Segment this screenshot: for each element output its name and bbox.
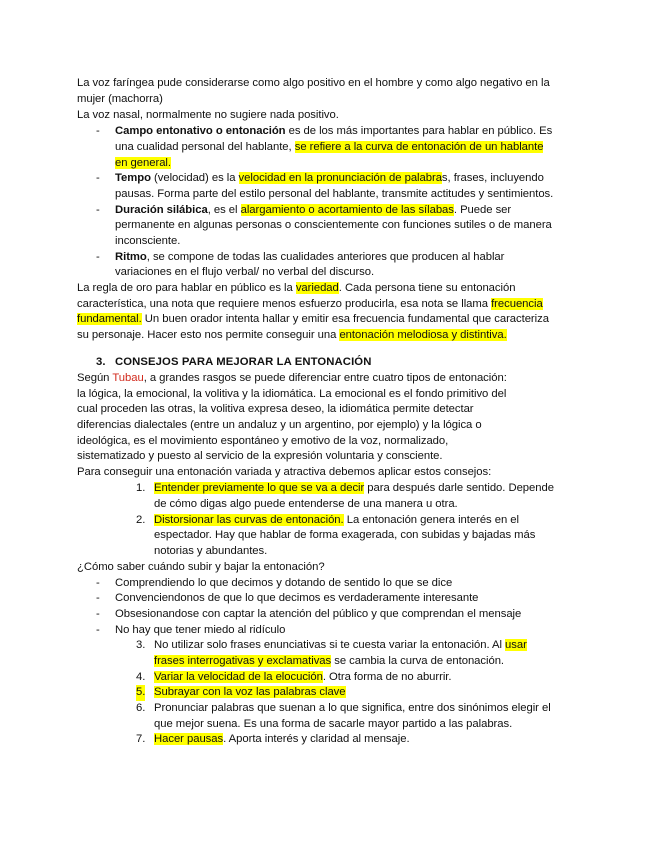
highlight: Entender previamente lo que se va a decir: [154, 482, 365, 494]
highlight: en general.: [115, 157, 171, 169]
text-line: una cualidad personal del hablante, se refiere a la curva de entonación de un hablante: [115, 141, 544, 153]
text-line: pausas. Forma parte del estilo personal del hablante, transmite actitudes y sentimientos.: [115, 188, 554, 200]
text-line: sistematizado y puesto al servicio de la expresión voluntaria y consciente.: [77, 450, 443, 462]
author-name: Tubau: [112, 372, 144, 384]
list-number: 5.: [136, 685, 145, 701]
list-item: Obsesionandose con captar la atención del público y que comprendan el mensaje: [115, 608, 522, 620]
text-line: Para conseguir una entonación variada y atractiva debemos aplicar estos consejos:: [77, 466, 492, 478]
list-item-tip-3: No utilizar solo frases enunciativas si te cuesta variar la entonación. Al usar: [154, 639, 527, 651]
text-line: diferencias dialectales (entre un andaluz y un argentino, por ejemplo) y la lógica o: [77, 419, 482, 431]
highlight: frecuencia: [491, 298, 543, 310]
list-number: 4.: [136, 671, 146, 683]
section-number: 3.: [96, 356, 106, 368]
text-line: que mejor suena. Es una forma de sacarle mayor partido a las palabras.: [154, 718, 513, 730]
list-number: 3.: [136, 639, 146, 651]
list-item-tip-7: Hacer pausas. Aporta interés y claridad al mensaje.: [154, 733, 410, 745]
list-number: 6.: [136, 702, 146, 714]
highlight: variedad: [295, 282, 339, 294]
text-line: notorias y abundantes.: [154, 545, 268, 557]
highlight: Distorsionar las curvas de entonación.: [154, 514, 344, 526]
list-item-tip-6: Pronunciar palabras que suenan a lo que significa, entre dos sinónimos elegir el: [154, 702, 551, 714]
highlight: Hacer pausas: [154, 733, 224, 745]
list-item-tip-1: Entender previamente lo que se va a decir para después darle sentido. Depende: [154, 482, 554, 494]
bullet-dash: -: [96, 172, 100, 184]
list-item-tip-4: Variar la velocidad de la elocución. Otra forma de no aburrir.: [154, 671, 452, 683]
bullet-dash: -: [96, 592, 100, 604]
text-line: variaciones en el flujo verbal/ no verbal del discurso.: [115, 266, 375, 278]
highlight: Subrayar con la voz las palabras clave: [154, 686, 346, 698]
list-number: 2.: [136, 514, 146, 526]
list-item: Comprendiendo lo que decimos y dotando de sentido lo que se dice: [115, 577, 453, 589]
text-line: Según Tubau, a grandes rasgos se puede diferenciar entre cuatro tipos de entonación:: [77, 372, 507, 384]
list-item: No hay que tener miedo al ridículo: [115, 624, 286, 636]
highlight: alargamiento o acortamiento de las sílabas: [240, 204, 454, 216]
list-item-tip-2: Distorsionar las curvas de entonación. La entonación genera interés en el: [154, 514, 519, 526]
question-line: ¿Cómo saber cuándo subir y bajar la entonación?: [77, 561, 325, 573]
text-line: La voz nasal, normalmente no sugiere nada positivo.: [77, 109, 339, 121]
text-line: La regla de oro para hablar en público es la variedad. Cada persona tiene su entonación: [77, 282, 516, 294]
list-item-campo: Campo entonativo o entonación es de los más importantes para hablar en público. Es: [115, 125, 553, 137]
text-line: la lógica, la emocional, la volitiva y la idiomática. La emocional es el fondo primitivo del: [77, 388, 507, 400]
list-number: 1.: [136, 482, 146, 494]
highlight: Variar la velocidad de la elocución: [154, 671, 323, 683]
text-line: inconsciente.: [115, 235, 181, 247]
text-line: [115, 156, 620, 172]
bullet-dash: -: [96, 624, 100, 636]
text-line: espectador. Hay que hablar de forma exagerada, con subidas y bajadas más: [154, 529, 536, 541]
list-item-tempo: Tempo (velocidad) es la velocidad en la pronunciación de palabras, frases, incluyendo: [115, 172, 544, 184]
highlight: entonación melodiosa y distintiva.: [339, 329, 507, 341]
section-heading: CONSEJOS PARA MEJORAR LA ENTONACIÓN: [115, 356, 372, 368]
text-line: cual proceden las otras, la volitiva expresa deseo, la idiomática permite detectar: [77, 403, 474, 415]
bullet-dash: -: [96, 204, 100, 216]
text-line: frases interrogativas y exclamativas se cambia la curva de entonación.: [154, 655, 505, 667]
highlight: usar: [505, 639, 527, 651]
highlight: frases interrogativas y exclamativas: [154, 655, 332, 667]
bullet-dash: -: [96, 608, 100, 620]
text-line: su personaje. Hacer esto nos permite conseguir una entonación melodiosa y distintiva.: [77, 329, 507, 341]
text-line: característica, una nota que requiere menos esfuerzo producirla, esa nota se llama frecuencia: [77, 298, 543, 310]
list-item-duracion: Duración silábica, es el alargamiento o acortamiento de las sílabas. Puede ser: [115, 204, 512, 216]
bullet-dash: -: [96, 251, 100, 263]
list-item: Convenciendonos de que lo que decimos es verdaderamente interesante: [115, 592, 479, 604]
text-line: de cómo digas algo puede entenderse de una manera u otra.: [154, 498, 458, 510]
highlight: fundamental.: [77, 313, 142, 325]
text-line: La voz faríngea pude considerarse como algo positivo en el hombre y como algo negativo en la: [77, 77, 550, 89]
list-item-tip-5: [154, 685, 655, 701]
bullet-dash: -: [96, 577, 100, 589]
highlight: velocidad en la pronunciación de palabra: [238, 172, 442, 184]
highlight: se refiere a la curva de entonación de un hablante: [294, 141, 544, 153]
text-line: ideológica, es el movimiento espontáneo y emotivo de la voz, normalizado,: [77, 435, 449, 447]
bullet-dash: -: [96, 125, 100, 137]
list-item-ritmo: Ritmo, se compone de todas las cualidades anteriores que producen al hablar: [115, 251, 505, 263]
text-line: fundamental. Un buen orador intenta hallar y emitir esa frecuencia fundamental que caracteriza: [77, 313, 549, 325]
list-number: 7.: [136, 733, 146, 745]
text-line: permanente en algunas personas o conscientemente con funciones sutiles o de manera: [115, 219, 552, 231]
text-line: mujer (machorra): [77, 93, 163, 105]
